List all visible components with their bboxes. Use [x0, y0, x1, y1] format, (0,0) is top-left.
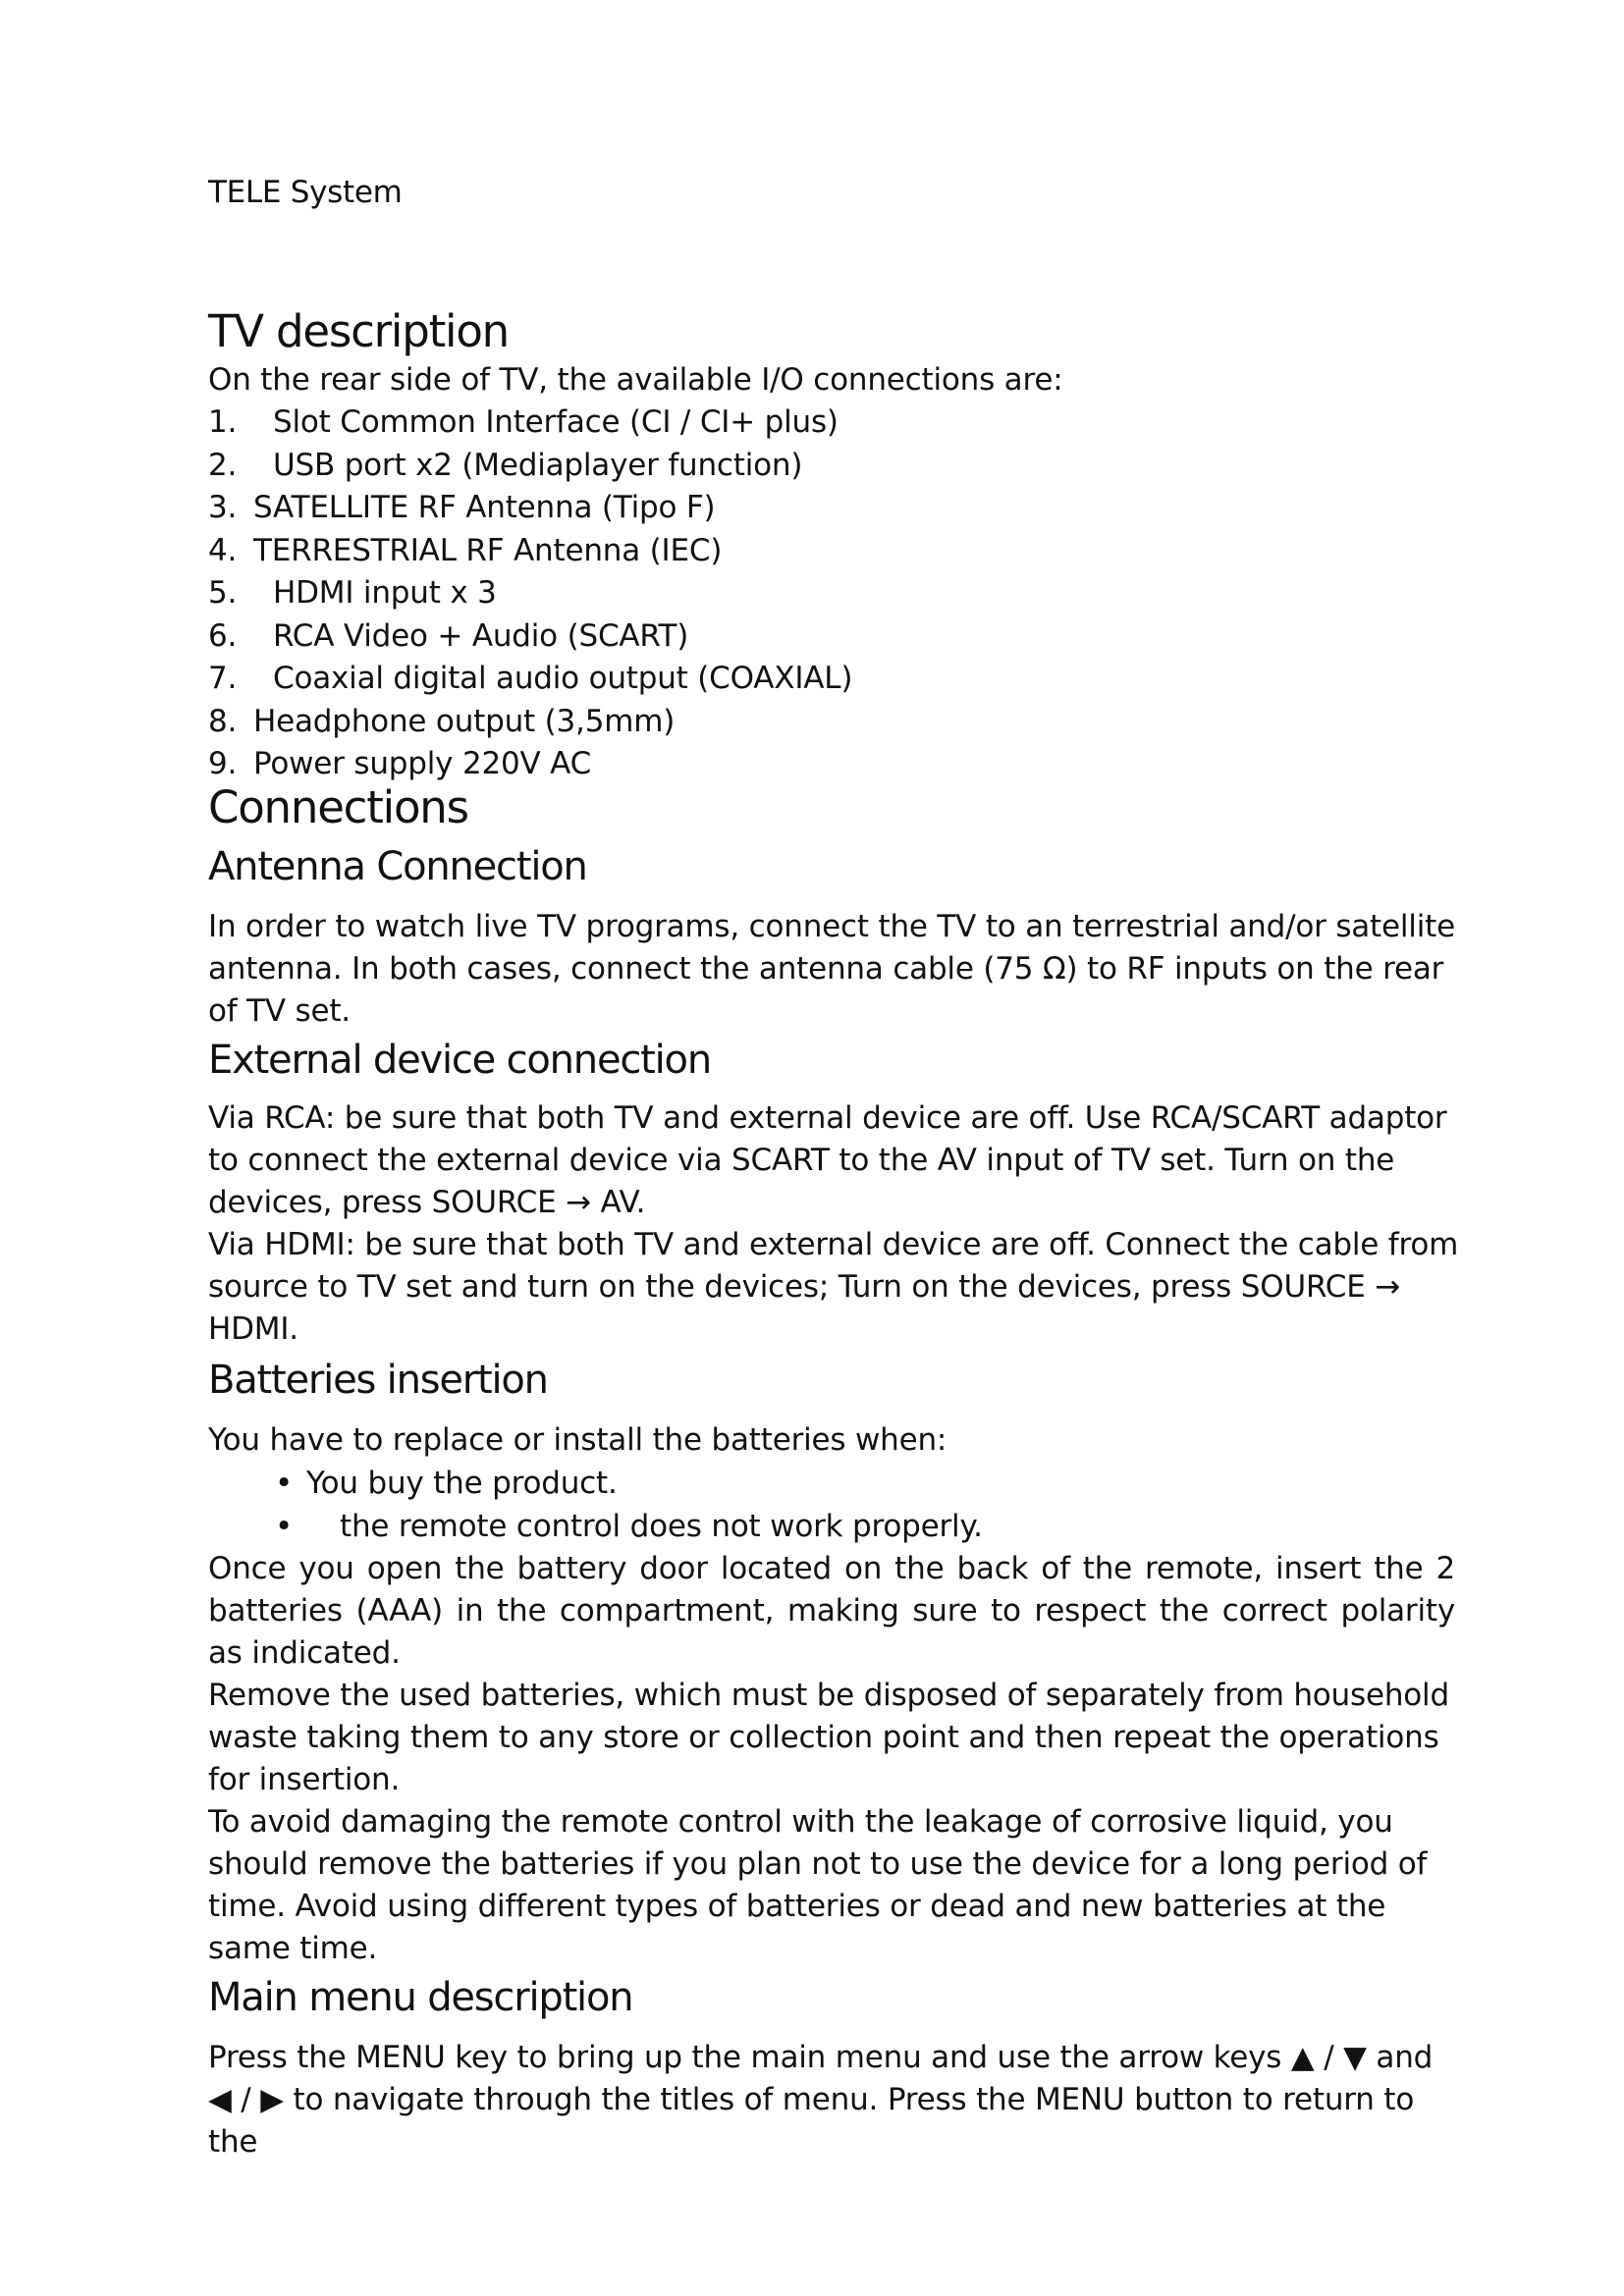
io-item-number: 4. — [208, 532, 238, 568]
io-item-number: 9. — [208, 746, 238, 781]
external-device-title: External device connection — [208, 1037, 711, 1083]
io-item-number: 2. — [208, 447, 238, 483]
io-item-text: SATELLITE RF Antenna (Tipo F) — [253, 490, 716, 525]
bullet-icon: • — [275, 1508, 294, 1544]
io-item-number: 5. — [208, 575, 238, 611]
io-connection-item — [208, 743, 1485, 786]
brand-header: TELE System — [208, 175, 403, 210]
via-hdmi-paragraph — [208, 1224, 1485, 1351]
connections-title: Connections — [208, 780, 468, 833]
battery-bullet-item — [275, 1505, 1485, 1548]
battery-bullet-item — [275, 1462, 1485, 1505]
bullet-text: the remote control does not work properly. — [340, 1508, 983, 1544]
batteries-paragraph-2: Remove the used batteries, which must be disposed of separately from household waste taking them to any store or collection point and then repeat the operations for insertion. — [208, 1677, 1449, 1797]
io-item-number: 6. — [208, 617, 238, 654]
io-item-text: Headphone output (3,5mm) — [253, 703, 676, 739]
io-connection-item — [208, 701, 1485, 744]
io-connection-item — [208, 572, 1485, 615]
io-connection-item — [208, 615, 1485, 659]
io-item-number: 1. — [208, 404, 238, 440]
tv-description-title: TV description — [208, 305, 509, 357]
via-rca-label: Via RCA: — [208, 1099, 336, 1136]
batteries-intro: You have to replace or install the batteries when: — [208, 1421, 947, 1458]
io-item-text: Power supply 220V AC — [253, 746, 592, 781]
io-item-number: 8. — [208, 703, 238, 739]
antenna-connection-text: In order to watch live TV programs, connect the TV to an terrestrial and/or satellite antenna. In both cases, connect the antenna cable (75 Ω) to RF inputs on the rear of TV set. — [208, 908, 1455, 1029]
main-menu-text: Press the MENU key to bring up the main menu and use the arrow keys ▲ / ▼ and ◀ / ▶ to navigate through the titles of menu. Press the MENU button to return to the — [208, 2039, 1434, 2160]
via-rca-text: be sure that both TV and external device are off. Use RCA/SCART adaptor to connect the external device via SCART to the AV input of TV set. Turn on the devices, press SOURCE → AV. — [208, 1099, 1447, 1220]
io-connections-list — [208, 401, 1485, 786]
io-item-text: Slot Common Interface (CI / CI+ plus) — [273, 404, 839, 440]
io-connection-item — [208, 487, 1485, 530]
io-item-text: USB port x2 (Mediaplayer function) — [273, 447, 803, 483]
io-item-text: HDMI input x 3 — [273, 575, 497, 611]
io-item-number: 3. — [208, 490, 238, 525]
io-item-text: Coaxial digital audio output (COAXIAL) — [273, 661, 853, 696]
io-item-text: TERRESTRIAL RF Antenna (IEC) — [253, 532, 723, 568]
io-connection-item — [208, 445, 1485, 488]
via-hdmi-text: be sure that both TV and external device are off. Connect the cable from source to TV set and turn on the devices; Turn on the devices, press SOURCE → HDMI. — [208, 1226, 1459, 1347]
bullet-icon: • — [275, 1465, 294, 1501]
batteries-title: Batteries insertion — [208, 1357, 548, 1403]
bullet-text: You buy the product. — [306, 1465, 618, 1501]
batteries-paragraph-1: Once you open the battery door located on the back of the remote, insert the 2 batteries (AAA) in the compartment, making sure to respect the correct polarity as indicated. — [208, 1550, 1455, 1671]
io-connection-item — [208, 401, 1485, 445]
io-connection-item — [208, 530, 1485, 573]
batteries-bullet-list — [208, 1462, 1485, 1548]
antenna-connection-title: Antenna Connection — [208, 843, 587, 889]
via-rca-paragraph — [208, 1097, 1485, 1224]
batteries-paragraph-3: To avoid damaging the remote control with the leakage of corrosive liquid, you should remove the batteries if you plan not to use the device for a long period of time. Avoid using different types of batteries or dead and new batteries at the same time. — [208, 1803, 1428, 1966]
io-item-text: RCA Video + Audio (SCART) — [273, 617, 689, 654]
io-connection-item — [208, 658, 1485, 701]
main-menu-title: Main menu description — [208, 1974, 633, 2020]
tv-description-intro: On the rear side of TV, the available I/O connections are: — [208, 362, 1063, 398]
via-hdmi-label: Via HDMI: — [208, 1226, 355, 1262]
page-content — [208, 304, 1485, 2163]
io-item-number: 7. — [208, 661, 238, 696]
